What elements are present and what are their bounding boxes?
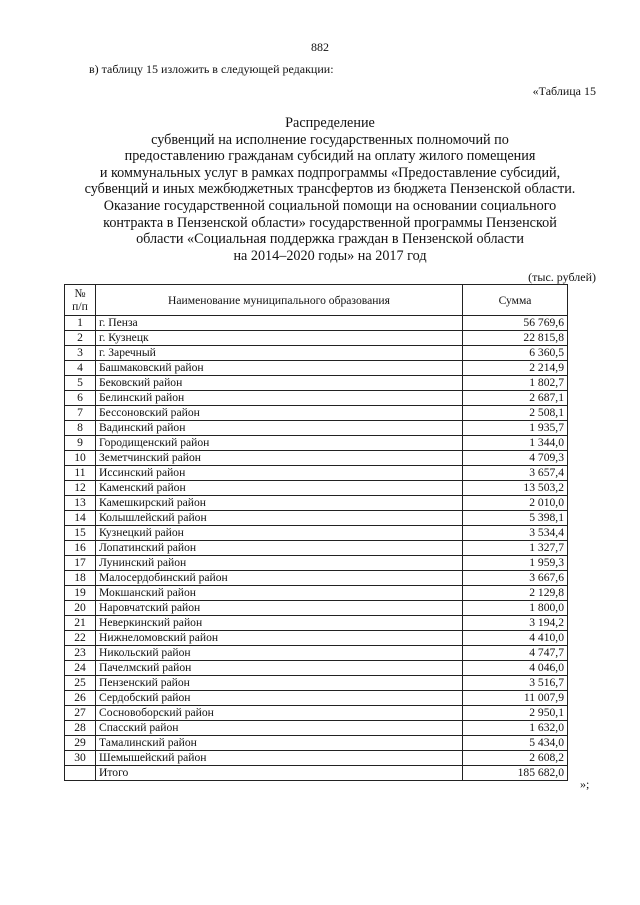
header-sum: Сумма: [463, 285, 568, 316]
row-municipality: Мокшанский район: [96, 586, 463, 601]
table-row: [65, 511, 568, 526]
row-municipality: Сосновоборский район: [96, 706, 463, 721]
row-sum: 4 747,7: [463, 646, 568, 661]
row-number: 3: [65, 346, 96, 361]
row-number: 24: [65, 661, 96, 676]
row-sum: 4 709,3: [463, 451, 568, 466]
row-municipality: Каменский район: [96, 481, 463, 496]
table-header-row: [65, 285, 568, 316]
row-municipality: Бессоновский район: [96, 406, 463, 421]
row-municipality: Башмаковский район: [96, 361, 463, 376]
row-municipality: Лунинский район: [96, 556, 463, 571]
row-sum: 13 503,2: [463, 481, 568, 496]
table-row: [65, 406, 568, 421]
row-sum: 2 608,2: [463, 751, 568, 766]
row-number: 2: [65, 331, 96, 346]
page-number: 882: [311, 40, 329, 54]
header-number-line1: №: [74, 287, 86, 300]
closing-quote: »;: [580, 777, 590, 791]
row-sum: 3 194,2: [463, 616, 568, 631]
table-row: [65, 361, 568, 376]
row-sum: 4 046,0: [463, 661, 568, 676]
row-municipality: Наровчатский район: [96, 601, 463, 616]
table-row: [65, 586, 568, 601]
row-sum: 1 344,0: [463, 436, 568, 451]
row-municipality: Неверкинский район: [96, 616, 463, 631]
title-line: области «Социальная поддержка граждан в Пензенской области: [136, 231, 524, 248]
row-number: 22: [65, 631, 96, 646]
row-sum: 11 007,9: [463, 691, 568, 706]
title-line: Распределение: [285, 115, 375, 131]
row-sum: 2 214,9: [463, 361, 568, 376]
table-row: [65, 466, 568, 481]
title-line: контракта в Пензенской области» государственной программы Пензенской: [103, 214, 557, 231]
row-sum: 1 959,3: [463, 556, 568, 571]
table-row: [65, 316, 568, 331]
row-number: 1: [65, 316, 96, 331]
row-sum: 2 010,0: [463, 496, 568, 511]
table-row: [65, 391, 568, 406]
row-number: 16: [65, 541, 96, 556]
row-sum: 1 935,7: [463, 421, 568, 436]
row-sum: 2 687,1: [463, 391, 568, 406]
table-row: [65, 751, 568, 766]
row-sum: 2 129,8: [463, 586, 568, 601]
row-number: 7: [65, 406, 96, 421]
row-municipality: Пензенский район: [96, 676, 463, 691]
row-municipality: г. Пенза: [96, 316, 463, 331]
row-municipality: Шемышейский район: [96, 751, 463, 766]
total-label: Итого: [96, 766, 463, 781]
table-row: [65, 601, 568, 616]
table-body: [65, 316, 568, 781]
row-sum: 5 434,0: [463, 736, 568, 751]
row-number: 6: [65, 391, 96, 406]
table-total-row: [65, 766, 568, 781]
row-number: 19: [65, 586, 96, 601]
row-municipality: Камешкирский район: [96, 496, 463, 511]
units-label: (тыс. рублей): [528, 270, 596, 284]
row-municipality: Вадинский район: [96, 421, 463, 436]
row-sum: 3 657,4: [463, 466, 568, 481]
row-number: 4: [65, 361, 96, 376]
row-municipality: Городищенский район: [96, 436, 463, 451]
row-number: 21: [65, 616, 96, 631]
row-sum: 4 410,0: [463, 631, 568, 646]
title-line: субвенций на исполнение государственных полномочий по: [151, 131, 509, 148]
row-number: 10: [65, 451, 96, 466]
table-row: [65, 421, 568, 436]
row-municipality: Белинский район: [96, 391, 463, 406]
row-number: 8: [65, 421, 96, 436]
distribution-table: [64, 284, 568, 781]
table-row: [65, 631, 568, 646]
title-line: предоставлению гражданам субсидий на оплату жилого помещения: [124, 148, 536, 165]
row-sum: 2 508,1: [463, 406, 568, 421]
row-number: 20: [65, 601, 96, 616]
row-number: 12: [65, 481, 96, 496]
title-line: субвенций и иных межбюджетных трансфертов из бюджета Пензенской области.: [84, 181, 576, 198]
row-municipality: Спасский район: [96, 721, 463, 736]
row-municipality: Тамалинский район: [96, 736, 463, 751]
row-municipality: Лопатинский район: [96, 541, 463, 556]
title-line: на 2014–2020 годы» на 2017 год: [233, 247, 427, 264]
row-number: 17: [65, 556, 96, 571]
row-sum: 3 534,4: [463, 526, 568, 541]
row-municipality: Бековский район: [96, 376, 463, 391]
row-number: 27: [65, 706, 96, 721]
total-number-cell: [65, 766, 96, 781]
row-municipality: Кузнецкий район: [96, 526, 463, 541]
row-sum: 56 769,6: [463, 316, 568, 331]
table-row: [65, 541, 568, 556]
header-number-line2: п/п: [72, 300, 88, 313]
row-municipality: Никольский район: [96, 646, 463, 661]
table-row: [65, 646, 568, 661]
row-sum: 3 667,6: [463, 571, 568, 586]
table-row: [65, 721, 568, 736]
row-municipality: Земетчинский район: [96, 451, 463, 466]
header-number: [65, 285, 96, 316]
table-row: [65, 496, 568, 511]
table-row: [65, 331, 568, 346]
row-municipality: г. Заречный: [96, 346, 463, 361]
total-sum: 185 682,0: [463, 766, 568, 781]
table-row: [65, 616, 568, 631]
row-number: 26: [65, 691, 96, 706]
row-sum: 22 815,8: [463, 331, 568, 346]
row-sum: 2 950,1: [463, 706, 568, 721]
table-row: [65, 481, 568, 496]
row-municipality: Иссинский район: [96, 466, 463, 481]
row-number: 15: [65, 526, 96, 541]
row-number: 23: [65, 646, 96, 661]
table-row: [65, 346, 568, 361]
table-row: [65, 691, 568, 706]
row-sum: 1 327,7: [463, 541, 568, 556]
table-row: [65, 706, 568, 721]
title-line: Оказание государственной социальной помощи на основании социального: [103, 197, 557, 214]
row-number: 25: [65, 676, 96, 691]
row-municipality: Нижнеломовский район: [96, 631, 463, 646]
row-number: 28: [65, 721, 96, 736]
row-number: 29: [65, 736, 96, 751]
document-title: [40, 115, 620, 264]
table-row: [65, 571, 568, 586]
table-row: [65, 556, 568, 571]
row-number: 11: [65, 466, 96, 481]
row-number: 9: [65, 436, 96, 451]
table-row: [65, 376, 568, 391]
row-municipality: Колышлейский район: [96, 511, 463, 526]
row-sum: 1 802,7: [463, 376, 568, 391]
row-number: 30: [65, 751, 96, 766]
table-row: [65, 436, 568, 451]
table-row: [65, 736, 568, 751]
row-sum: 1 632,0: [463, 721, 568, 736]
row-sum: 5 398,1: [463, 511, 568, 526]
row-municipality: Сердобский район: [96, 691, 463, 706]
table-reference: «Таблица 15: [532, 84, 596, 98]
table-row: [65, 661, 568, 676]
row-sum: 1 800,0: [463, 601, 568, 616]
table-row: [65, 676, 568, 691]
row-municipality: Малосердобинский район: [96, 571, 463, 586]
row-number: 13: [65, 496, 96, 511]
table-row: [65, 451, 568, 466]
row-municipality: г. Кузнецк: [96, 331, 463, 346]
row-number: 18: [65, 571, 96, 586]
intro-text: в) таблицу 15 изложить в следующей редакции:: [89, 62, 334, 76]
row-sum: 6 360,5: [463, 346, 568, 361]
table-row: [65, 526, 568, 541]
row-sum: 3 516,7: [463, 676, 568, 691]
row-municipality: Пачелмский район: [96, 661, 463, 676]
row-number: 14: [65, 511, 96, 526]
row-number: 5: [65, 376, 96, 391]
title-line: и коммунальных услуг в рамках подпрограммы «Предоставление субсидий,: [99, 164, 561, 181]
header-name: Наименование муниципального образования: [96, 285, 463, 316]
